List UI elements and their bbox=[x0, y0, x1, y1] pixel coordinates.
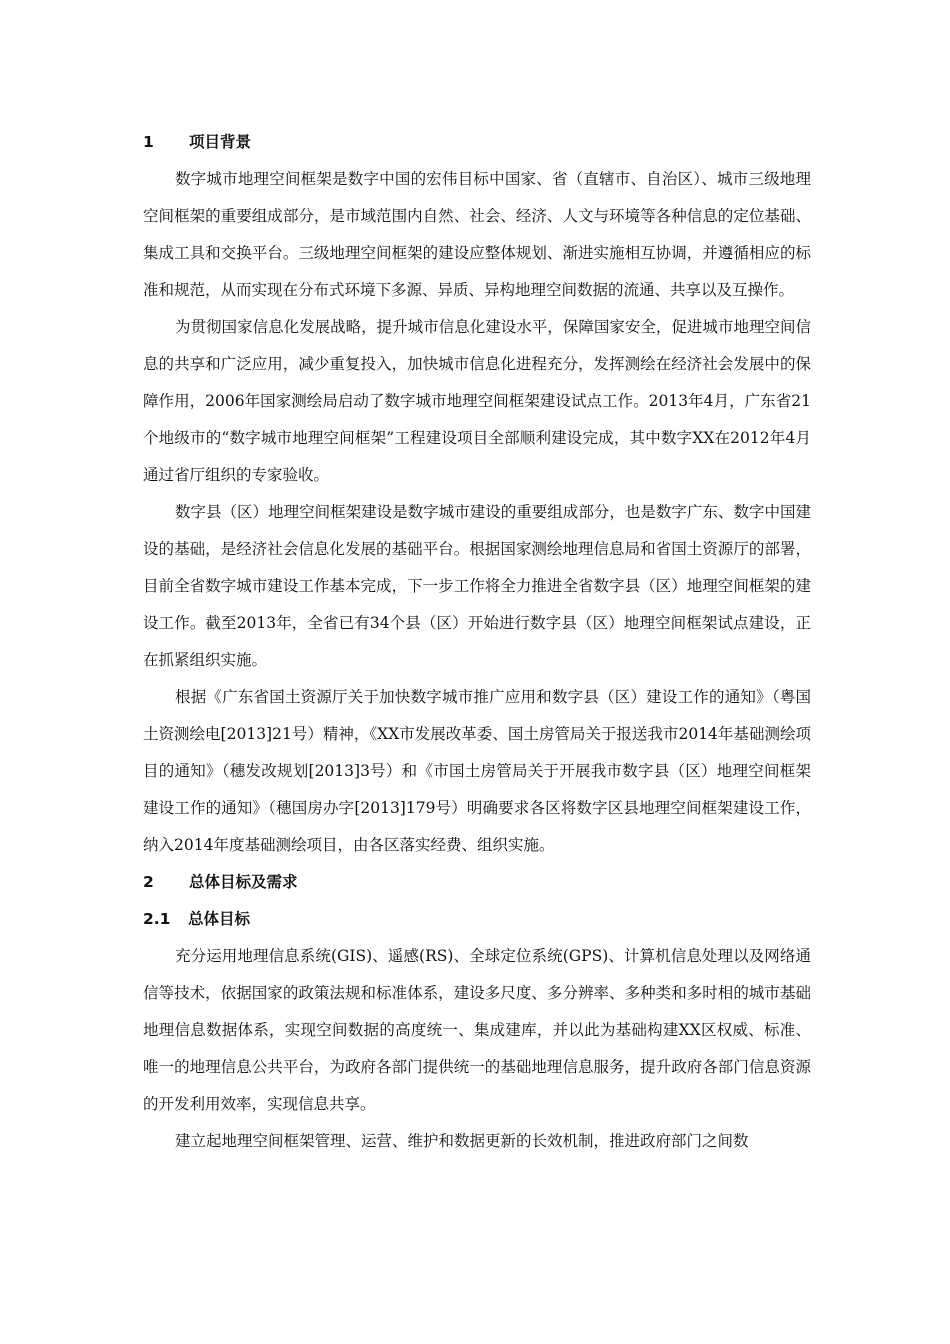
section-1-number: 1 bbox=[143, 133, 154, 151]
section-2-title: 总体目标及需求 bbox=[189, 873, 298, 891]
section-1-title: 项目背景 bbox=[189, 133, 252, 151]
section-2-1-number: 2.1 bbox=[143, 910, 171, 928]
section-2-heading bbox=[143, 864, 811, 901]
section-1-paragraph-2: 为贯彻国家信息化发展战略，提升城市信息化建设水平，保障国家安全，促进城市地理空间信息的共享和广泛应用，减少重复投入，加快城市信息化进程充分，发挥测绘在经济社会发展中的保障作用，2006年国家测绘局启动了数字城市地理空间框架建设试点工作。2013年4月，广东省21个地级市的“数字城市地理空间框架”工程建设项目全部顺利建设完成，其中数字XX在2012年4月通过省厅组织的专家验收。 bbox=[143, 318, 811, 484]
section-1-paragraph-1: 数字城市地理空间框架是数字中国的宏伟目标中国家、省（直辖市、自治区）、城市三级地理空间框架的重要组成部分，是市域范围内自然、社会、经济、人文与环境等各种信息的定位基础、集成工具和交换平台。三级地理空间框架的建设应整体规划、渐进实施相互协调，并遵循相应的标准和规范，从而实现在分布式环境下多源、异质、异构地理空间数据的流通、共享以及互操作。 bbox=[143, 170, 811, 299]
section-1-paragraph-3: 数字县（区）地理空间框架建设是数字城市建设的重要组成部分，也是数字广东、数字中国建设的基础，是经济社会信息化发展的基础平台。根据国家测绘地理信息局和省国土资源厅的部署，目前全省数字城市建设工作基本完成，下一步工作将全力推进全省数字县（区）地理空间框架的建设工作。截至2013年，全省已有34个县（区）开始进行数字县（区）地理空间框架试点建设，正在抓紧组织实施。 bbox=[143, 503, 811, 669]
section-2-1-paragraph-1: 充分运用地理信息系统(GIS)、遥感(RS)、全球定位系统(GPS)、计算机信息处理以及网络通信等技术，依据国家的政策法规和标准体系，建设多尺度、多分辨率、多种类和多时相的城市基础地理信息数据体系，实现空间数据的高度统一、集成建库，并以此为基础构建XX区权威、标准、唯一的地理信息公共平台，为政府各部门提供统一的基础地理信息服务，提升政府各部门信息资源的开发利用效率，实现信息共享。 bbox=[143, 947, 811, 1113]
section-1-paragraph-4: 根据《广东省国土资源厅关于加快数字城市推广应用和数字县（区）建设工作的通知》（粤国土资测绘电[2013]21号）精神，《XX市发展改革委、国土房管局关于报送我市2014年基础测绘项目的通知》（穗发改规划[2013]3号）和《市国土房管局关于开展我市数字县（区）地理空间框架建设工作的通知》（穗国房办字[2013]179号）明确要求各区将数字区县地理空间框架建设工作，纳入2014年度基础测绘项目，由各区落实经费、组织实施。 bbox=[143, 688, 811, 854]
section-2-1-title: 总体目标 bbox=[188, 910, 251, 928]
document-body bbox=[143, 124, 811, 1160]
section-2-1-heading bbox=[143, 901, 811, 938]
section-1-heading bbox=[143, 124, 811, 161]
section-2-1-paragraph-2: 建立起地理空间框架管理、运营、维护和数据更新的长效机制，推进政府部门之间数 bbox=[175, 1132, 749, 1150]
section-2-number: 2 bbox=[143, 873, 154, 891]
